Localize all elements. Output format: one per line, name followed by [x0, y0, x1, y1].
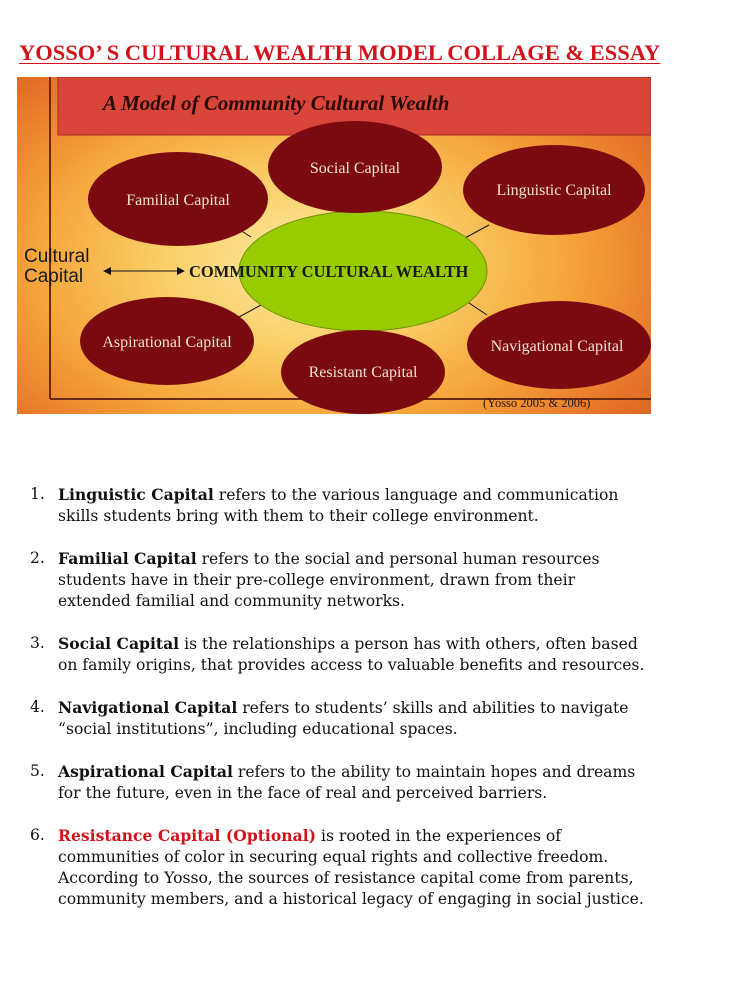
item-text: refers to the ability to maintain hopes and dreams for the future, even in the face of real and perceived barriers. — [58, 763, 636, 802]
center-label: COMMUNITY CULTURAL WEALTH — [189, 262, 469, 281]
side-label-line2: Capital — [24, 266, 84, 287]
page-title: YOSSO’ S CULTURAL WEALTH MODEL COLLAGE & ESSAY — [19, 40, 661, 65]
connector-navigational — [469, 303, 487, 315]
item-term: Aspirational Capital — [58, 762, 233, 781]
connector-aspirational — [239, 305, 261, 317]
citation: (Yosso 2005 & 2006) — [483, 396, 591, 410]
item-text: refers to students’ skills and abilities to navigate “social institutions”, including educational spaces. — [58, 699, 629, 738]
item-term: Resistance Capital (Optional) — [58, 826, 316, 845]
item-text: is rooted in the experiences of communities of color in securing equal rights and collective freedom. According to Yosso, the sources of resistance capital come from parents, community members, and a historical legacy of engaging in social justice. — [58, 827, 644, 908]
list-item — [30, 761, 650, 804]
resistant-capital-label: Resistant Capital — [308, 364, 418, 381]
item-text: is the relationships a person has with others, often based on family origins, that provides access to valuable benefits and resources. — [58, 635, 645, 674]
item-term: Familial Capital — [58, 549, 197, 568]
item-number: 1. — [30, 485, 45, 503]
item-number: 2. — [30, 549, 45, 567]
item-text: refers to the various language and communication skills students bring with them to their college environment. — [58, 486, 619, 525]
item-term: Navigational Capital — [58, 698, 238, 717]
familial-capital-label: Familial Capital — [126, 192, 230, 209]
item-term: Social Capital — [58, 634, 180, 653]
community-cultural-wealth-diagram — [17, 77, 651, 414]
arrow-right — [177, 267, 185, 275]
linguistic-capital-label: Linguistic Capital — [496, 182, 612, 199]
item-number: 5. — [30, 762, 45, 780]
item-number: 6. — [30, 826, 45, 844]
aspirational-capital-label: Aspirational Capital — [102, 334, 232, 351]
item-text: refers to the social and personal human resources students have in their pre-college environment, drawn from their extended familial and community networks. — [58, 550, 600, 610]
diagram-banner-title: A Model of Community Cultural Wealth — [103, 91, 450, 115]
list-item — [30, 825, 650, 910]
side-label-line1: Cultural — [24, 246, 90, 267]
essay-list — [30, 484, 650, 931]
connector-linguistic — [463, 225, 489, 239]
list-item — [30, 697, 650, 740]
list-item — [30, 484, 650, 527]
social-capital-label: Social Capital — [309, 160, 401, 177]
item-term: Linguistic Capital — [58, 485, 214, 504]
list-item — [30, 548, 650, 612]
list-item — [30, 633, 650, 676]
arrow-left — [103, 267, 111, 275]
item-number: 3. — [30, 634, 45, 652]
navigational-capital-label: Navigational Capital — [490, 338, 624, 355]
item-number: 4. — [30, 698, 45, 716]
